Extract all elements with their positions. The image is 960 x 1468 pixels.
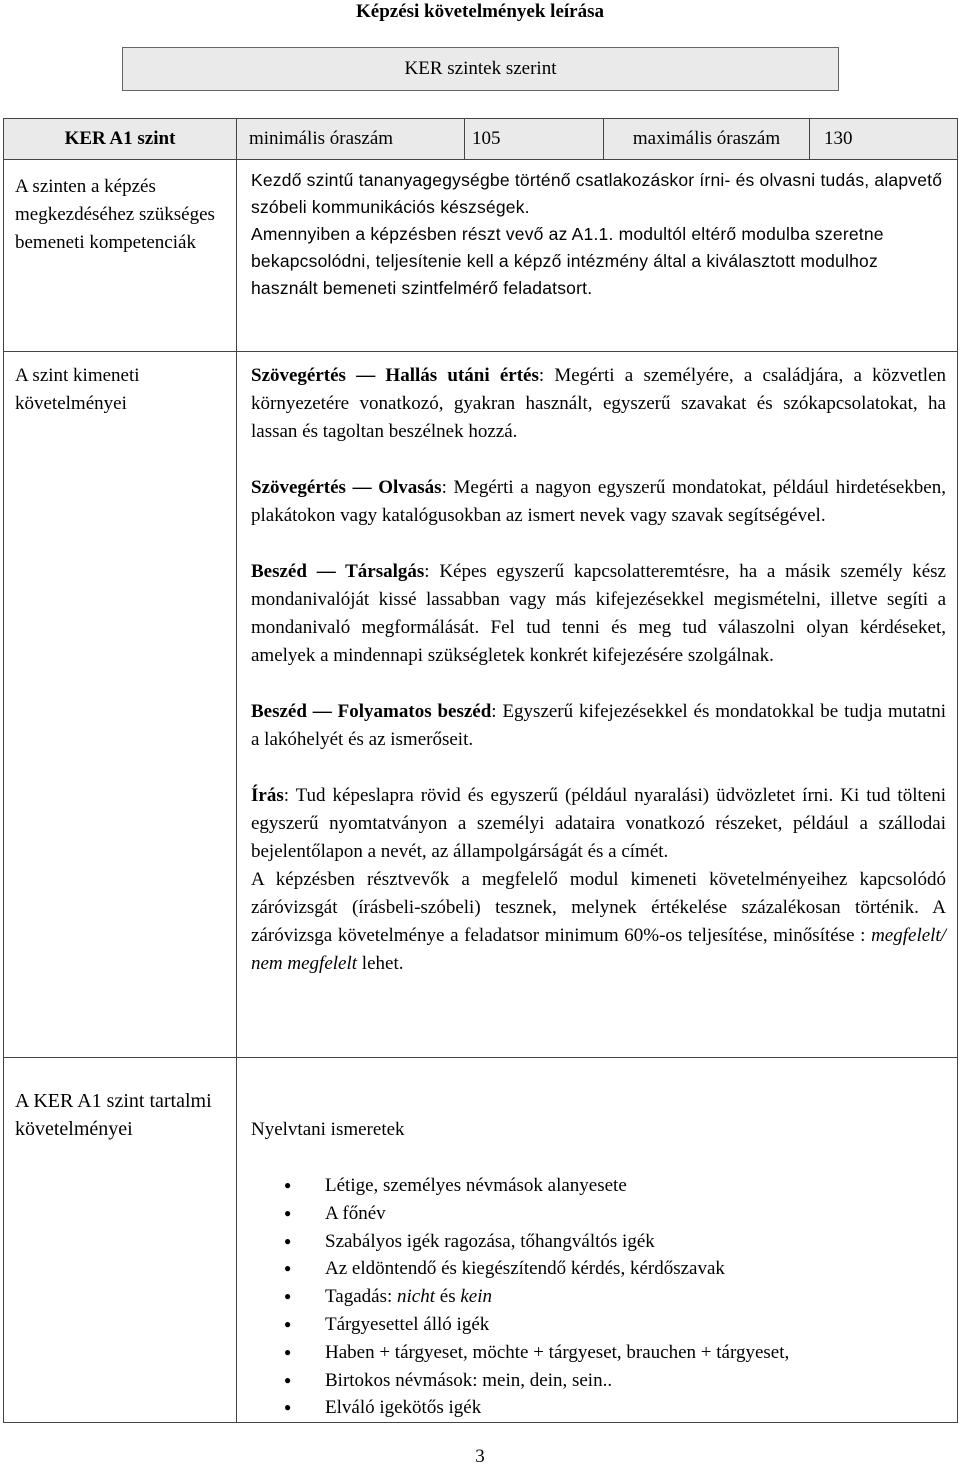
exam-paragraph: A képzésben résztvevők a megfelelő modul kimeneti követelményeihez kapcsolódó záróvizsgát (írásbeli-szóbeli) tesznek, melynek értékelése százalékosan történik. A záróvizsga követelménye a feladatsor minimum 60%-os teljesítése, minősítése : megfelelt/ nem megfelelt lehet. [251, 869, 946, 974]
list-item: ● Tagadás: nicht és kein [251, 1283, 789, 1311]
entry-competencies-label: A szinten a képzés megkezdéséhez szükséges bemeneti kompetenciák [15, 176, 215, 253]
conversation-paragraph: Beszéd — Társalgás: Képes egyszerű kapcsolatteremtésre, ha a másik személy kész mondanivalóját kissé lassabban vagy más kifejezésekkel megismételni, illetve segíti a mondanivaló megformálását. Fel tud tenni és meg tud válaszolni olyan kérdéseket, amelyek a mindennapi szükségletek konkrét kifejezésére szolgálnak. [251, 561, 946, 666]
min-hours-value: 105 [465, 119, 604, 159]
output-requirements-text [251, 362, 946, 978]
row-divider [3, 351, 958, 352]
grammar-heading: Nyelvtani ismeretek [251, 1119, 405, 1140]
list-item: ● Birtokos névmások: mein, dein, sein.. [251, 1367, 789, 1395]
ker-levels-heading: KER szintek szerint [122, 47, 839, 91]
max-hours-value: 130 [824, 128, 853, 149]
column-divider [236, 160, 237, 1423]
level-header-row [3, 118, 958, 160]
list-item: ● Tárgyesettel álló igék [251, 1311, 789, 1339]
list-item: ● Haben + tárgyeset, möchte + tárgyeset, brauchen + tárgyeset, [251, 1339, 789, 1367]
entry-competencies-text: Kezdő szintű tananyagegységbe történő csatlakozáskor írni- és olvasni tudás, alapvető szóbeli kommunikációs készségek. Amennyiben a képzésben részt vevő az A1.1. modultól eltérő modulba szeretne bekapcsolódni, teljesítenie kell a képző intézmény által a kiválasztott modulhoz használt bemeneti szintfelmérő feladatsort. [251, 170, 943, 298]
writing-paragraph: Írás: Tud képeslapra rövid és egyszerű (például nyaralási) üdvözletet írni. Ki tud tölteni egyszerű nyomtatványon a személyi adataira vonatkozó részeket, például a szállodai bejelentőlapon a nevét, az állampolgárságát és a címét. [251, 785, 946, 862]
level-name: KER A1 szint [4, 119, 237, 159]
max-hours-label: maximális óraszám [604, 119, 810, 159]
list-item: ● Szabályos igék ragozása, tőhangváltós igék [251, 1228, 789, 1256]
page-number: 3 [475, 1446, 485, 1467]
row-divider [3, 1057, 958, 1058]
reading-paragraph: Szövegértés — Olvasás: Megérti a nagyon egyszerű mondatokat, például hirdetésekben, plakátokon vagy katalógusokban az ismert nevek vagy szavak segítségével. [251, 477, 946, 526]
list-item: ● Létige, személyes névmások alanyesete [251, 1172, 789, 1200]
min-hours-label: minimális óraszám [237, 119, 465, 159]
speech-paragraph: Beszéd — Folyamatos beszéd: Egyszerű kifejezésekkel és mondatokkal be tudja mutatni a lakóhelyét és az ismerőseit. [251, 701, 946, 750]
content-requirements-label: A KER A1 szint tartalmi követelményei [15, 1090, 212, 1140]
listening-paragraph: Szövegértés — Hallás utáni értés: Megérti a személyére, a családjára, a közvetlen környezetére vonatkozó, gyakran használt, egyszerű szavakat és szókapcsolatokat, ha lassan és tagoltan beszélnek hozzá. [251, 365, 946, 442]
list-item: ● Elváló igekötős igék [251, 1394, 789, 1422]
list-item: ● A főnév [251, 1200, 789, 1228]
grammar-list [251, 1172, 789, 1422]
page-title: Képzési követelmények leírása [355, 1, 604, 22]
output-requirements-label: A szint kimeneti követelményei [15, 365, 140, 414]
list-item: ● Az eldöntendő és kiegészítendő kérdés, kérdőszavak [251, 1255, 789, 1283]
